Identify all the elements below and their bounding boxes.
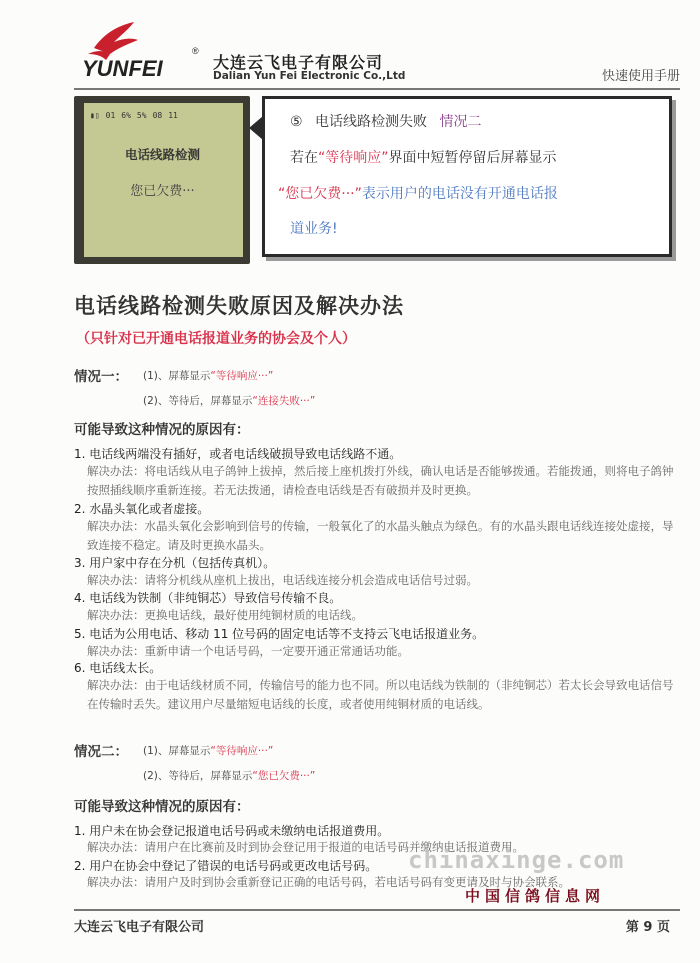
reason-solution: 解决办法：水晶头氧化会影响到信号的传输，一般氧化了的水晶头触点为绿色。有的水晶头跟电话线连接处虚接，导致连接不稳定。请及时更换水晶头。 xyxy=(87,519,674,552)
watermark-url: chinaxinge.com xyxy=(408,846,625,874)
reason-solution: 解决办法：请将分机线从座机上拔出，电话线连接分机会造成电话信号过弱。 xyxy=(87,573,478,587)
reason-item: 2. 用户在协会中登记了错误的电话号码或更改电话号码。 xyxy=(74,859,378,873)
step-text: (2)、等待后，屏幕显示 xyxy=(143,395,253,407)
reason-item: 3. 用户家中存在分机（包括传真机）。 xyxy=(74,556,276,570)
reason-item: 6. 电话线太长。 xyxy=(74,661,162,675)
step-text: (1)、屏幕显示 xyxy=(143,370,211,382)
battery-icon: ▮▯ xyxy=(90,111,100,120)
status-value: 01 xyxy=(105,111,116,120)
reasons-1-heading: 可能导致这种情况的原因有： xyxy=(74,422,250,438)
step-text: (2)、等待后，屏幕显示 xyxy=(143,770,253,782)
callout-line-3 xyxy=(278,183,558,203)
case-1-label: 情况一： xyxy=(74,369,128,385)
reason-solution: 解决办法：更换电话线，最好使用纯铜材质的电话线。 xyxy=(87,608,363,622)
reason-solution: 解决办法：由于电话线材质不同，传输信号的能力也不同。所以电话线为铁制的（非纯铜芯）若太长会导致电话信号在传输时丢失。建议用户尽量缩短电话线的长度，或者使用纯铜材质的电话线。 xyxy=(87,678,674,711)
header-divider xyxy=(74,88,680,90)
circled-number: ⑤ xyxy=(290,114,303,130)
callout-text: 若在 xyxy=(290,150,318,166)
callout-quote: “您已欠费···” xyxy=(278,186,362,202)
step-quote: “等待响应···” xyxy=(210,370,274,382)
callout-quote: “等待响应” xyxy=(318,150,389,166)
callout-case: 情况二 xyxy=(439,114,482,130)
case-1-step-2 xyxy=(143,393,315,408)
step-quote: “等待响应···” xyxy=(210,745,274,757)
step-quote: “您已欠费···” xyxy=(252,770,316,782)
case-2-step-2 xyxy=(143,768,315,783)
reason-item: 1. 电话线两端没有插好，或者电话线破损导致电话线路不通。 xyxy=(74,447,402,461)
callout-line-2 xyxy=(290,147,557,167)
lcd-message: 您已欠费··· xyxy=(130,184,195,199)
reasons-2-heading: 可能导致这种情况的原因有： xyxy=(74,799,250,815)
section-subtitle: （只针对已开通电话报道业务的协会及个人） xyxy=(76,331,356,347)
case-1-step-1 xyxy=(143,368,273,383)
callout-text: 表示用户的电话没有开通电话报 xyxy=(361,186,558,202)
reason-item: 5. 电话为公用电话、移动 11 位号码的固定电话等不支持云飞电话报道业务。 xyxy=(74,627,485,641)
status-value: 11 xyxy=(168,111,178,120)
reason-solution: 解决办法：请用户在比赛前及时到协会登记用于报道的电话号码并缴纳电话报道费用。 xyxy=(87,840,524,854)
callout-line-4: 道业务! xyxy=(290,221,338,237)
reason-solution: 解决办法：将电话线从电子鸽钟上拔掉，然后接上座机拨打外线，确认电话是否能够拨通。若能拨通，则将电子鸽钟按照插线顺序重新连接。若无法拨通，请检查电话线是否有破损并及时更换。 xyxy=(87,464,674,497)
callout-heading xyxy=(290,111,481,131)
reason-item: 1. 用户未在协会登记报道电话号码或未缴纳电话报道费用。 xyxy=(74,824,390,838)
reason-solution: 解决办法：请用户及时到协会重新登记正确的电话号码，若电话号码有变更请及时与协会联系。 xyxy=(87,875,570,889)
footer-divider xyxy=(74,909,680,911)
lcd-title: 电话线路检测 xyxy=(124,147,200,162)
svg-text:YUNFEI: YUNFEI xyxy=(82,56,163,80)
step-quote: “连接失败···” xyxy=(252,395,316,407)
case-2-label: 情况二： xyxy=(74,744,128,760)
case-2-step-1 xyxy=(143,743,273,758)
svg-text:®: ® xyxy=(192,46,199,56)
status-value: 08 xyxy=(152,111,163,120)
lcd-status-bar xyxy=(90,111,235,120)
section-title: 电话线路检测失败原因及解决办法 xyxy=(74,294,404,318)
status-value: 6% xyxy=(121,111,131,120)
company-name-cn: 大连云飞电子有限公司 xyxy=(213,53,384,72)
callout-heading-text: 电话线路检测失败 xyxy=(315,114,428,130)
watermark-site-name: 中国信鸽信息网 xyxy=(465,887,606,905)
footer-company: 大连云飞电子有限公司 xyxy=(74,920,205,935)
reason-solution: 解决办法：重新申请一个电话号码，一定要开通正常通话功能。 xyxy=(87,644,409,658)
reason-item: 2. 水晶头氧化或者虚接。 xyxy=(74,502,210,516)
callout-text: 界面中短暂停留后屏幕显示 xyxy=(388,150,557,166)
step-text: (1)、屏幕显示 xyxy=(143,745,211,757)
reason-item: 4. 电话线为铁制（非纯铜芯）导致信号传输不良。 xyxy=(74,591,342,605)
manual-title: 快速使用手册 xyxy=(601,69,680,84)
callout-pointer xyxy=(249,116,263,140)
yunfei-logo xyxy=(74,20,206,80)
page-number: 第 9 页 xyxy=(625,920,670,935)
company-name-en: Dalian Yun Fei Electronic Co.,Ltd xyxy=(213,70,406,82)
status-value: 5% xyxy=(136,111,147,120)
